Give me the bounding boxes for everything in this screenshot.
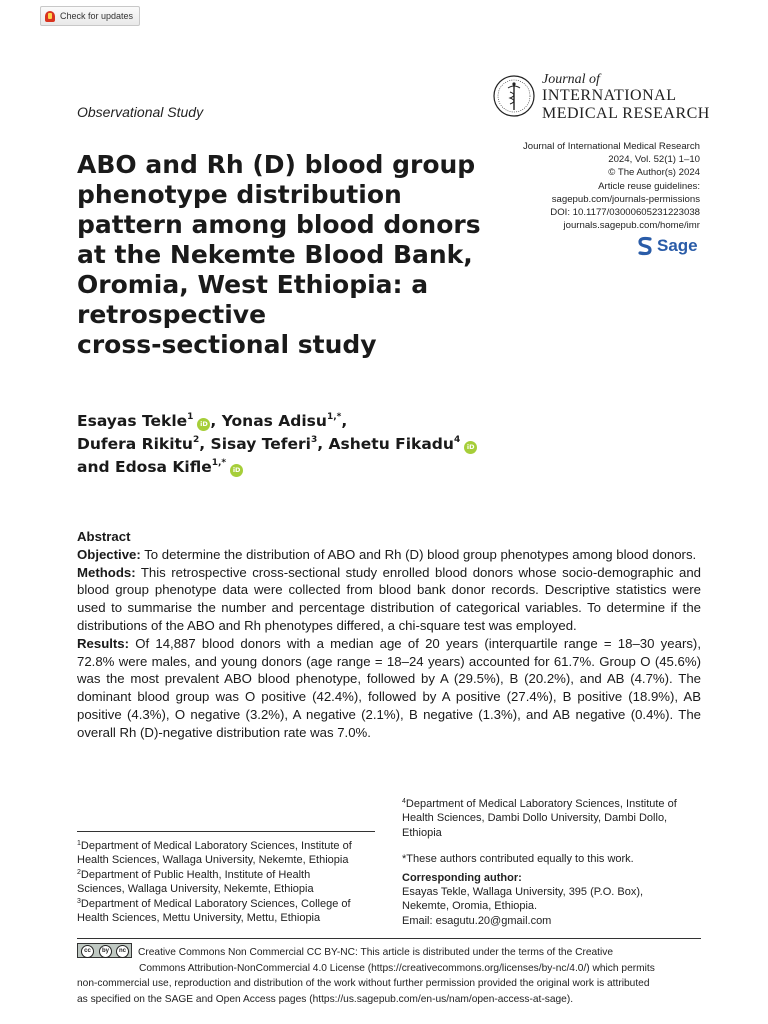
equal-contribution-note: *These authors contributed equally to this work. xyxy=(402,853,634,866)
license-text: Creative Commons Non Commercial CC BY-NC: This article is distributed under the terms of the Creative xyxy=(138,947,614,958)
affiliations-right xyxy=(402,797,702,928)
license-divider xyxy=(77,938,701,939)
reuse-label: Article reuse guidelines: xyxy=(598,180,700,192)
affiliation-1 xyxy=(77,839,377,853)
publisher-name: Sage xyxy=(657,236,698,255)
paper-title xyxy=(77,150,487,360)
copyright: © The Author(s) 2024 xyxy=(608,167,700,179)
license-notice xyxy=(77,943,701,1007)
author-affiliation-sup: 1,* xyxy=(326,412,342,422)
results-text: Of 14,887 blood donors with a median age of 20 years (interquartile range = 18–30 years), 72.8% were males, and young donors (age range = 18–24 years) accounted for 61.7%. Group O (45.6%) was the most prevalent ABO blood phenotype, followed by A (29.5%), B (20.2%), and AB (4.7%). The dominant blood group was O positive (42.4%), followed by A positive (27.4%), B positive (18.9%), AB positive (4.3%), O negative (3.2%), A negative (2.1%), B negative (1.3%), and AB negative (0.4%). The overall Rh (D)-negative distribution rate was 7.0%. xyxy=(77,635,701,740)
title-line: cross-sectional study xyxy=(77,330,377,359)
affiliation-3-cont: Health Sciences, Mettu University, Mettu, Ethiopia xyxy=(77,912,321,925)
separator: , xyxy=(341,412,348,430)
affiliation-2 xyxy=(77,868,377,882)
affiliation-number: 4 xyxy=(402,798,406,805)
license-line: Commons Attribution-NonCommercial 4.0 License (https://creativecommons.org/licenses/by-nc/4.0/) which permits xyxy=(139,962,655,974)
author-name: , Ashetu Fikadu xyxy=(317,435,454,453)
crossmark-icon xyxy=(45,11,55,22)
footnote-divider xyxy=(77,831,375,832)
corresponding-author-email[interactable]: Email: esagutu.20@gmail.com xyxy=(402,914,552,927)
affiliation-number: 3 xyxy=(77,897,81,905)
title-line: Oromia, West Ethiopia: a xyxy=(77,270,429,299)
cc-by-nc-badge-icon[interactable] xyxy=(77,943,132,958)
methods-label: Methods: xyxy=(77,564,136,580)
orcid-icon[interactable]: iD xyxy=(197,418,210,431)
abstract-heading: Abstract xyxy=(77,529,131,544)
abstract-objective xyxy=(77,546,701,564)
corresponding-author-label: Corresponding author: xyxy=(402,871,522,884)
author-line-3 xyxy=(77,456,547,479)
corresponding-author-address: Esayas Tekle, Wallaga University, 395 (P.O. Box), xyxy=(402,886,644,899)
affiliation-text: Department of Medical Laboratory Sciences, Institute of xyxy=(405,798,677,810)
logo-text-international: INTERNATIONAL xyxy=(542,87,677,104)
volume-info: 2024, Vol. 52(1) 1–10 xyxy=(608,154,700,166)
doi[interactable]: DOI: 10.1177/03000605231223038 xyxy=(550,207,700,219)
journal-logo xyxy=(492,72,712,124)
sage-s-icon xyxy=(637,236,653,256)
abstract-results xyxy=(77,635,701,742)
affiliation-number: 2 xyxy=(77,868,81,876)
affiliation-2-cont: Sciences, Wallaga University, Nekemte, Ethiopia xyxy=(77,883,314,896)
article-type: Observational Study xyxy=(77,104,204,120)
affiliation-4 xyxy=(402,797,702,811)
orcid-icon[interactable]: iD xyxy=(464,441,477,454)
author-name: , Yonas Adisu xyxy=(210,412,327,430)
affiliation-text: Department of Public Health, Institute of Health xyxy=(80,868,311,881)
journal-homepage-link[interactable]: journals.sagepub.com/home/imr xyxy=(563,220,700,232)
orcid-icon[interactable]: iD xyxy=(230,464,243,477)
title-line: at the Nekemte Blood Bank, xyxy=(77,240,473,269)
affiliation-4-cont: Health Sciences, Dambi Dollo University, Dambi Dollo, xyxy=(402,812,668,825)
affiliation-text: Department of Medical Laboratory Sciences, College of xyxy=(80,897,351,910)
title-line: pattern among blood donors xyxy=(77,210,481,239)
author-name: Dufera Rikitu xyxy=(77,435,193,453)
author-affiliation-sup: 1,* xyxy=(211,458,227,468)
corresponding-author-address: Nekemte, Oromia, Ethiopia. xyxy=(402,900,538,913)
journal-name: Journal of International Medical Research xyxy=(522,141,700,152)
check-for-updates-label: Check for updates xyxy=(60,11,134,21)
author-name: , Sisay Teferi xyxy=(199,435,311,453)
author-affiliation-sup: 4 xyxy=(453,435,461,445)
author-affiliation-sup: 3 xyxy=(310,435,318,445)
nc-icon: nc xyxy=(116,945,129,958)
affiliation-4-cont: Ethiopia xyxy=(402,826,442,839)
article-metadata xyxy=(470,140,700,232)
by-icon: by xyxy=(99,945,112,958)
logo-text-medical-research: MEDICAL RESEARCH xyxy=(542,105,710,122)
sage-logo xyxy=(637,235,698,257)
affiliation-3 xyxy=(77,897,377,911)
spacer xyxy=(402,840,702,852)
author-affiliation-sup: 2 xyxy=(192,435,200,445)
cc-icon: cc xyxy=(81,945,94,958)
objective-text: To determine the distribution of ABO and Rh (D) blood group phenotypes among blood donors. xyxy=(140,546,697,562)
author-name: Esayas Tekle xyxy=(77,412,188,430)
affiliations-left xyxy=(77,839,377,925)
objective-label: Objective: xyxy=(77,546,141,562)
author-line-2 xyxy=(77,433,547,456)
title-line: ABO and Rh (D) blood group xyxy=(77,150,476,179)
logo-text-of: Journal of xyxy=(542,72,600,87)
author-list xyxy=(77,410,547,479)
check-for-updates-button[interactable] xyxy=(40,6,140,26)
abstract-methods xyxy=(77,564,701,635)
author-name: and Edosa Kifle xyxy=(77,458,212,476)
reuse-link[interactable]: sagepub.com/journals-permissions xyxy=(551,193,700,205)
license-line: as specified on the SAGE and Open Access pages (https://us.sagepub.com/en-us/nam/open-access-at-sage). xyxy=(77,993,574,1005)
results-label: Results: xyxy=(77,635,130,651)
title-line: retrospective xyxy=(77,300,267,329)
abstract xyxy=(77,528,701,742)
author-line-1 xyxy=(77,410,547,433)
license-line xyxy=(77,943,701,961)
affiliation-text: Department of Medical Laboratory Sciences, Institute of xyxy=(80,840,352,852)
license-line: non-commercial use, reproduction and distribution of the work without further permission provided the original work is attributed xyxy=(77,978,650,990)
affiliation-1-cont: Health Sciences, Wallaga University, Nekemte, Ethiopia xyxy=(77,854,349,867)
methods-text: This retrospective cross-sectional study enrolled blood donors whose socio-demographic and blood group phenotype data were collected from blood bank donor records. Descriptive statistics were used to summarise the number and percentage distribution of categorical variables. To determine if the distributions of the ABO and Rh phenotypes differed, a chi-square test was employed. xyxy=(77,564,701,633)
journal-seal-icon xyxy=(492,74,536,118)
title-line: phenotype distribution xyxy=(77,180,402,209)
affiliation-number: 1 xyxy=(77,840,81,847)
author-affiliation-sup: 1 xyxy=(187,412,194,422)
